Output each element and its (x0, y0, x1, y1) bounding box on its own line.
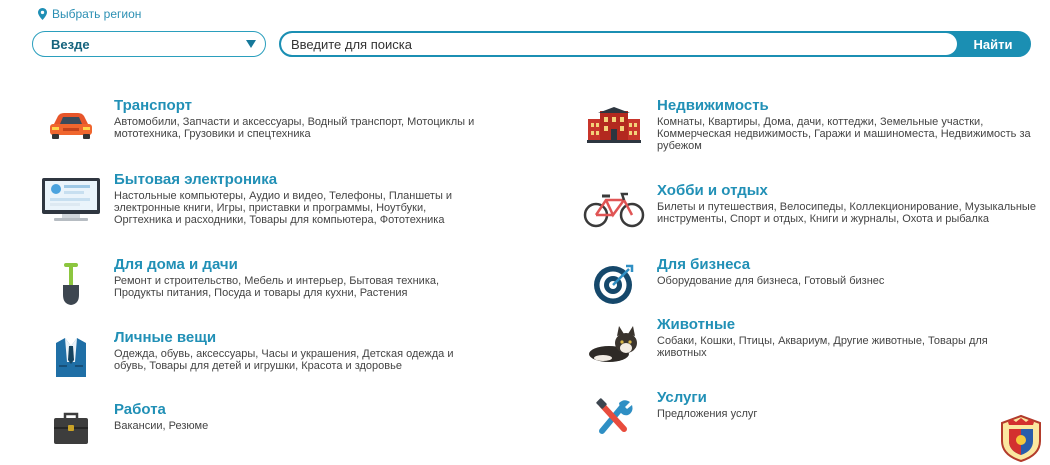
category-subcategories: Собаки, Кошки, Птицы, Аквариум, Другие животные, Товары для животных (657, 335, 988, 359)
category-title[interactable]: Для бизнеса (657, 256, 751, 273)
category-subcategories: Автомобили, Запчасти и аксессуары, Водный транспорт, Мотоциклы и мототехника, Грузовики и спецтехника (114, 116, 475, 140)
category-title[interactable]: Хобби и отдых (657, 182, 768, 199)
category-work[interactable] (38, 400, 454, 458)
shovel-icon (38, 255, 104, 313)
category-subcategories: Билеты и путешествия, Велосипеды, Коллекционирование, Музыкальные инструменты, Спорт и отдых, Книги и журналы, Охота и рыбалка (657, 201, 1036, 225)
category-subcategories: Ремонт и строительство, Мебель и интерьер, Бытовая техника, Продукты питания, Посуда и товары для кухни, Растения (114, 275, 440, 299)
category-title[interactable]: Животные (657, 316, 736, 333)
search-field-wrapper (279, 31, 1031, 57)
search-button[interactable]: Найти (957, 33, 1029, 55)
category-personal-items[interactable] (38, 328, 486, 386)
search-input[interactable] (281, 33, 957, 55)
category-transport[interactable] (38, 96, 482, 154)
location-pin-icon (38, 8, 47, 20)
bicycle-icon (581, 181, 647, 239)
category-services[interactable] (581, 388, 997, 446)
category-electronics[interactable] (38, 170, 454, 228)
coat-of-arms-logo (996, 413, 1046, 463)
car-icon (38, 96, 104, 154)
jacket-icon (38, 328, 104, 386)
category-home-garden[interactable] (38, 255, 486, 313)
monitor-icon (38, 170, 104, 228)
select-region-label: Выбрать регион (52, 7, 142, 21)
category-subcategories: Комнаты, Квартиры, Дома, дачи, коттеджи, Земельные участки, Коммерческая недвижимость, Гаражи и машиноместа, Недвижимость за рубежом (657, 116, 1031, 152)
category-business[interactable] (581, 255, 1037, 313)
category-subcategories: Настольные компьютеры, Аудио и видео, Телефоны, Планшеты и электронные книги, Игры, приставки и программы, Ноутбуки, Оргтехника и расходники, Товары для компьютера, Фототехника (114, 190, 453, 226)
category-hobby[interactable] (581, 181, 1037, 239)
category-title[interactable]: Недвижимость (657, 97, 769, 114)
category-subcategories: Предложения услуг (657, 408, 758, 420)
location-select[interactable] (32, 31, 266, 57)
category-title[interactable]: Для дома и дачи (114, 256, 238, 273)
cat-icon (581, 315, 647, 373)
category-subcategories: Вакансии, Резюме (114, 420, 209, 432)
category-title[interactable]: Работа (114, 401, 166, 418)
category-subcategories: Одежда, обувь, аксессуары, Часы и украшения, Детская одежда и обувь, Товары для детей и игрушки, Красота и здоровье (114, 348, 454, 372)
select-region-link[interactable] (38, 7, 141, 21)
briefcase-icon (38, 400, 104, 458)
category-subcategories: Оборудование для бизнеса, Готовый бизнес (657, 275, 885, 287)
search-bar (32, 31, 1031, 57)
building-icon (581, 96, 647, 154)
category-title[interactable]: Бытовая электроника (114, 171, 278, 188)
category-title[interactable]: Транспорт (114, 97, 193, 114)
category-title[interactable]: Личные вещи (114, 329, 217, 346)
tools-icon (581, 388, 647, 446)
location-select-value: Везде (51, 36, 90, 52)
category-animals[interactable] (581, 315, 997, 373)
chevron-down-icon (246, 40, 256, 48)
category-title[interactable]: Услуги (657, 389, 707, 406)
target-icon (581, 255, 647, 313)
category-real-estate[interactable] (581, 96, 1037, 154)
